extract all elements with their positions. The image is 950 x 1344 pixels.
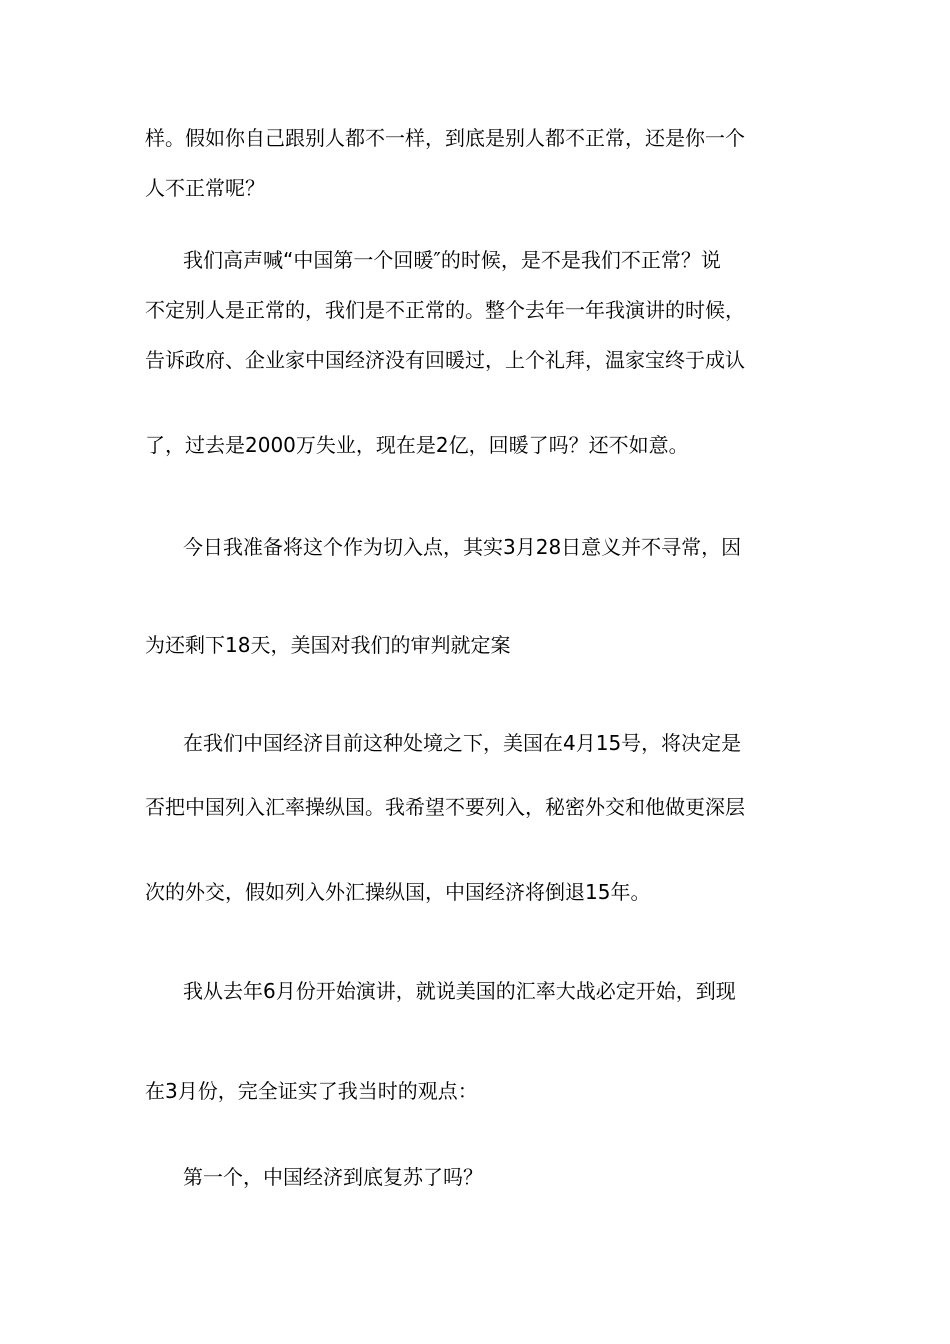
text-line: 样。假如你自己跟别人都不一样，到底是别人都不正常，还是你一个 [145, 126, 745, 150]
text-line: 为还剩下18天，美国对我们的审判就定案 [145, 633, 511, 657]
paragraph-start: 我们高声喊“中国第一个回暖″的时候，是不是我们不正常？说 [183, 248, 721, 272]
text-line: 了，过去是2000万失业，现在是2亿，回暖了吗？还不如意。 [145, 433, 689, 457]
text-line: 告诉政府、企业家中国经济没有回暖过，上个礼拜，温家宝终于成认 [145, 348, 745, 372]
text-line: 否把中国列入汇率操纵国。我希望不要列入，秘密外交和他做更深层 [145, 795, 745, 819]
paragraph-start: 第一个，中国经济到底复苏了吗？ [183, 1165, 483, 1189]
text-line: 在3月份，完全证实了我当时的观点： [145, 1079, 478, 1103]
text-line: 次的外交，假如列入外汇操纵国，中国经济将倒退15年。 [145, 880, 651, 904]
text-line: 人不正常呢？ [145, 176, 265, 200]
paragraph-start: 我从去年6月份开始演讲，就说美国的汇率大战必定开始，到现 [183, 979, 736, 1003]
paragraph-start: 在我们中国经济目前这种处境之下，美国在4月15号，将决定是 [183, 731, 742, 755]
text-line: 不定别人是正常的，我们是不正常的。整个去年一年我演讲的时候， [145, 298, 745, 322]
paragraph-start: 今日我准备将这个作为切入点，其实3月28日意义并不寻常，因 [183, 535, 742, 559]
